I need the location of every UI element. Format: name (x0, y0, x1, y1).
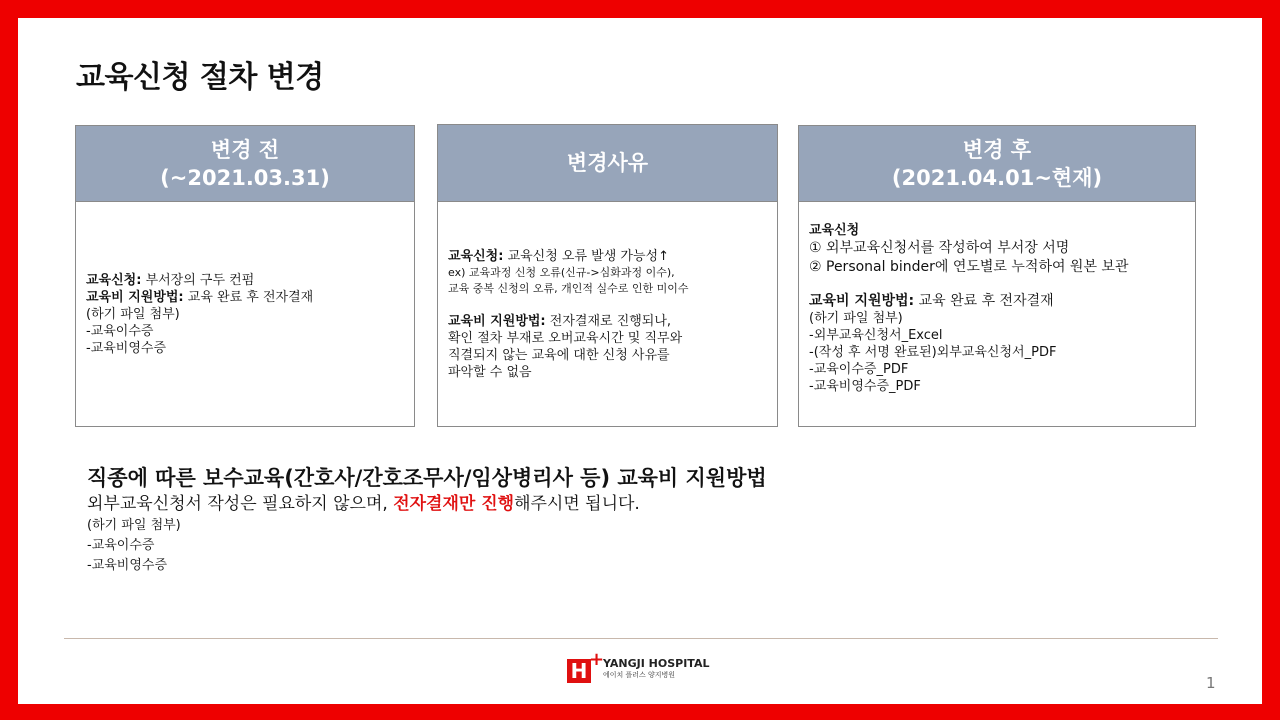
after-header (799, 126, 1195, 202)
page-number: 1 (1206, 674, 1216, 692)
before-support-text: 교육 완료 후 전자결재 (183, 289, 314, 305)
before-column (75, 125, 415, 427)
after-header-period: (2021.04.01~현재) (891, 165, 1103, 190)
list-item: -교육이수증 (86, 323, 154, 339)
before-apply (86, 272, 404, 289)
list-item: -교육비영수증 (86, 340, 167, 356)
logo-plus-mark: + (589, 649, 605, 670)
lower-attach-note: (하기 파일 첨부) (87, 518, 181, 533)
before-apply-label: 교육신청: (86, 272, 142, 288)
reason-support-text: 전자결재로 진행되나, (545, 313, 672, 329)
list-item: -(작성 후 서명 완료된)외부교육신청서_PDF (809, 345, 1057, 360)
before-apply-text: 부서장의 구두 컨펌 (141, 272, 255, 288)
after-apply-label: 교육신청 (809, 223, 860, 238)
list-item: -교육비영수증 (87, 558, 168, 573)
reason-example-2: 교육 중복 신청의 오류, 개인적 실수로 인한 미이수 (448, 281, 689, 295)
spacer (448, 297, 767, 313)
list-item: -교육이수증_PDF (809, 362, 909, 377)
reason-column (437, 124, 778, 427)
support-method-heading: 직종에 따른 보수교육(간호사/간호조무사/임상병리사 등) 교육비 지원방법 (87, 466, 767, 490)
after-header-title: 변경 후 (962, 137, 1032, 162)
after-column (798, 125, 1196, 427)
slide-title: 교육신청 절차 변경 (76, 60, 324, 95)
logo-text (603, 657, 709, 680)
before-header (76, 126, 414, 202)
reason-apply-text: 교육신청 오류 발생 가능성↑ (503, 248, 669, 264)
reason-header (438, 125, 777, 202)
after-attach-note: (하기 파일 첨부) (809, 311, 903, 326)
logo-name: YANGJI HOSPITAL (603, 656, 710, 670)
after-support-text: 교육 완료 후 전자결재 (914, 293, 1054, 309)
desc-highlight: 전자결재만 진행 (393, 494, 515, 514)
support-method-description (87, 492, 767, 516)
spacer (809, 277, 1185, 293)
after-body (799, 202, 1195, 426)
list-item: -외부교육신청서_Excel (809, 328, 943, 343)
reason-apply (448, 248, 767, 265)
reason-body (438, 202, 777, 426)
before-attach-note: (하기 파일 첨부) (86, 306, 180, 322)
logo-subtitle: 에이치 플러스 양지병원 (603, 670, 676, 679)
logo-h-mark: H (567, 659, 591, 683)
desc-text-after: 해주시면 됩니다. (514, 494, 640, 514)
after-step: ① 외부교육신청서를 작성하여 부서장 서명 (809, 240, 1070, 256)
reason-support-line: 확인 절차 부재로 오버교육시간 및 직무와 (448, 330, 683, 346)
before-body (76, 202, 414, 426)
before-support-label: 교육비 지원방법: (86, 289, 184, 305)
hospital-logo-icon (567, 649, 605, 685)
hospital-logo (567, 651, 709, 685)
list-item: -교육비영수증_PDF (809, 379, 921, 394)
reason-example-1: ex) 교육과정 신청 오류(신규->심화과정 이수), (448, 265, 675, 279)
after-step: ② Personal binder에 연도별로 누적하여 원본 보관 (809, 259, 1129, 275)
desc-text-before: 외부교육신청서 작성은 필요하지 않으며, (87, 494, 394, 514)
after-support-label: 교육비 지원방법: (809, 293, 915, 309)
before-header-period: (~2021.03.31) (160, 165, 330, 190)
reason-support (448, 313, 767, 330)
before-support (86, 289, 404, 306)
before-header-title: 변경 전 (210, 137, 280, 162)
reason-header-title: 변경사유 (566, 151, 649, 175)
reason-apply-label: 교육신청: (448, 248, 504, 264)
reason-support-line: 파악할 수 없음 (448, 364, 532, 380)
footer-divider (64, 638, 1218, 639)
support-method-section (87, 464, 767, 576)
reason-support-label: 교육비 지원방법: (448, 313, 546, 329)
after-support (809, 293, 1185, 310)
reason-support-line: 직결되지 않는 교육에 대한 신청 사유를 (448, 347, 670, 363)
list-item: -교육이수증 (87, 538, 155, 553)
